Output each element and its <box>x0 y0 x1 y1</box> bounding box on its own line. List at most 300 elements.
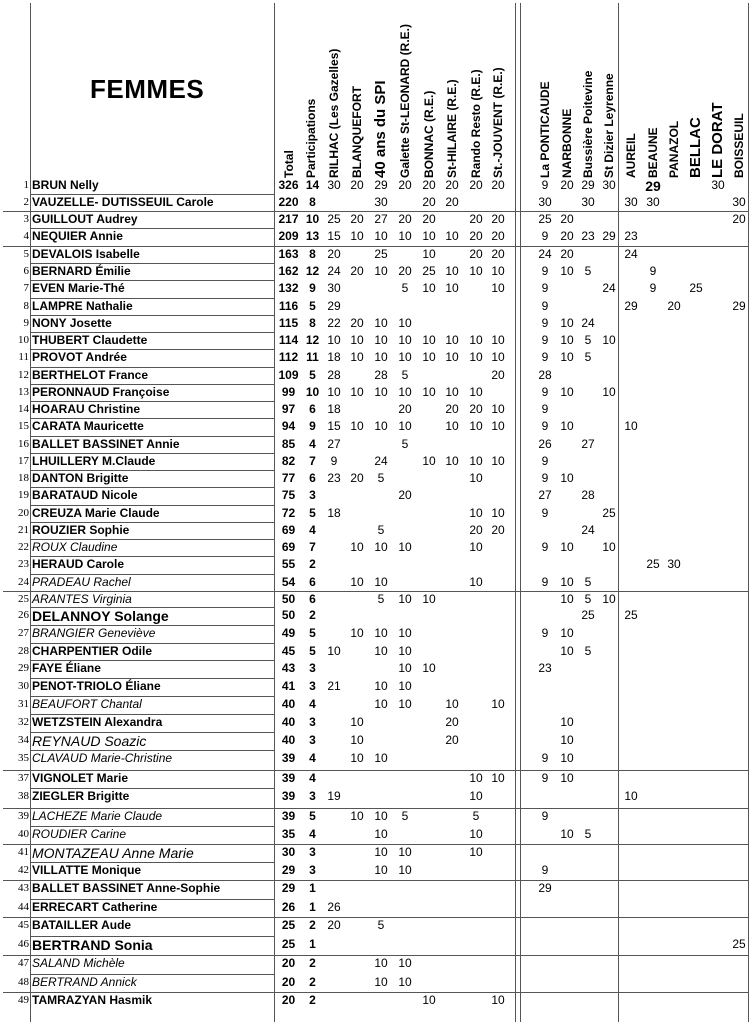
total-points: 326 <box>278 178 299 192</box>
participation-count: 7 <box>309 540 316 554</box>
runner-name: CREUZA Marie Claude <box>32 506 160 520</box>
score-rilhac: 27 <box>327 437 341 451</box>
header-rilhac: RILHAC (Les Gazelles) <box>327 48 341 178</box>
score-narbonne: 10 <box>560 751 574 765</box>
score-ponticaude: 9 <box>541 299 549 313</box>
runner-name: ROUZIER Sophie <box>32 523 130 537</box>
row-number: 5 <box>23 248 29 260</box>
score-sthilaire: 10 <box>445 281 459 295</box>
score-ponticaude: 9 <box>541 419 549 433</box>
participation-count: 12 <box>305 333 320 347</box>
participation-count: 3 <box>309 679 316 693</box>
runner-name: BERTRAND Annick <box>32 975 137 989</box>
total-points: 112 <box>278 350 299 364</box>
participation-count: 8 <box>309 195 316 209</box>
score-sthilaire: 10 <box>445 419 459 433</box>
participation-count: 2 <box>309 608 316 622</box>
score-bussiere: 5 <box>584 264 592 278</box>
score-spi: 10 <box>374 956 388 970</box>
score-galette: 5 <box>401 809 409 823</box>
divider-re <box>515 3 516 1022</box>
score-boisseuil: 30 <box>732 195 746 209</box>
runner-name: ROUDIER Carine <box>32 827 127 841</box>
runner-name: PROVOT Andrée <box>32 350 127 364</box>
score-ponticaude: 9 <box>541 506 549 520</box>
row-number: 45 <box>18 919 29 931</box>
score-spi: 5 <box>377 523 385 537</box>
score-blanquefort: 20 <box>350 212 364 226</box>
total-points: 162 <box>278 264 299 278</box>
total-points: 69 <box>281 540 296 554</box>
score-stjouvent: 20 <box>491 178 505 192</box>
score-rilhac: 30 <box>327 178 341 192</box>
participation-count: 5 <box>309 644 316 658</box>
score-galette: 5 <box>401 368 409 382</box>
row-number: 34 <box>18 734 29 746</box>
score-bonnac: 10 <box>422 350 436 364</box>
score-sthilaire: 20 <box>445 195 459 209</box>
participation-count: 2 <box>309 918 316 932</box>
score-rando: 20 <box>469 229 483 243</box>
header-stjouvent: St.-JOUVENT (R.E.) <box>491 67 505 178</box>
score-rilhac: 15 <box>327 419 341 433</box>
participation-count: 5 <box>309 299 316 313</box>
participation-count: 3 <box>309 733 316 747</box>
score-spi: 10 <box>374 385 388 399</box>
score-bussiere: 5 <box>584 350 592 364</box>
row-number: 14 <box>18 403 29 415</box>
score-narbonne: 10 <box>560 350 574 364</box>
score-bussiere: 24 <box>581 523 595 537</box>
score-sthilaire: 20 <box>445 402 459 416</box>
total-points: 39 <box>281 771 296 785</box>
row-number: 44 <box>18 901 29 913</box>
score-rando: 20 <box>469 178 483 192</box>
score-blanquefort: 10 <box>350 626 364 640</box>
score-blanquefort: 10 <box>350 751 364 765</box>
score-ponticaude: 9 <box>541 626 549 640</box>
total-points: 114 <box>278 333 299 347</box>
runner-name: LACHEZE Marie Claude <box>32 809 163 823</box>
participation-count: 4 <box>309 437 316 451</box>
score-stjouvent: 10 <box>491 402 505 416</box>
score-spi: 10 <box>374 316 388 330</box>
score-bussiere: 5 <box>584 333 592 347</box>
score-spi: 24 <box>374 454 388 468</box>
score-rilhac: 23 <box>327 471 341 485</box>
score-narbonne: 10 <box>560 385 574 399</box>
runner-name: BRANGIER Geneviève <box>32 626 156 640</box>
score-beaune: 25 <box>646 557 660 571</box>
score-galette: 20 <box>398 178 412 192</box>
score-blanquefort: 20 <box>350 178 364 192</box>
score-ponticaude: 9 <box>541 454 549 468</box>
score-spi: 10 <box>374 845 388 859</box>
score-bonnac: 10 <box>422 281 436 295</box>
score-rando: 10 <box>469 333 483 347</box>
score-spi: 10 <box>374 679 388 693</box>
runner-name: GUILLOUT Audrey <box>32 212 138 226</box>
participation-count: 9 <box>309 281 316 295</box>
score-spi: 10 <box>374 697 388 711</box>
total-points: 82 <box>281 454 296 468</box>
participation-count: 3 <box>309 661 316 675</box>
runner-name: CHARPENTIER Odile <box>32 644 153 658</box>
score-galette: 10 <box>398 229 412 243</box>
score-bonnac: 20 <box>422 178 436 192</box>
score-sthilaire: 10 <box>445 385 459 399</box>
header-boisseuil: BOISSEUIL <box>732 113 746 178</box>
participation-count: 2 <box>309 993 316 1007</box>
runner-name: BALLET BASSINET Anne-Sophie <box>32 881 221 895</box>
total-points: 163 <box>278 247 299 261</box>
score-bussiere: 25 <box>581 608 595 622</box>
score-blanquefort: 10 <box>350 350 364 364</box>
participation-count: 3 <box>309 789 316 803</box>
sheet-title: FEMMES <box>90 74 205 104</box>
header-bussiere: Bussière Poitevine <box>581 70 595 178</box>
row-number: 15 <box>18 420 29 432</box>
total-points: 40 <box>281 715 296 729</box>
score-beaune: 9 <box>649 264 657 278</box>
row-number: 37 <box>18 772 29 784</box>
participation-count: 5 <box>309 506 316 520</box>
row-number: 26 <box>18 609 29 621</box>
total-points: 20 <box>281 956 296 970</box>
row-number: 7 <box>23 282 29 294</box>
score-galette: 20 <box>398 402 412 416</box>
score-sthilaire: 10 <box>445 350 459 364</box>
score-spi: 10 <box>374 350 388 364</box>
total-points: 69 <box>281 523 296 537</box>
score-bonnac: 20 <box>422 195 436 209</box>
score-galette: 10 <box>398 679 412 693</box>
score-rilhac: 10 <box>327 333 341 347</box>
total-points: 50 <box>281 592 296 606</box>
total-points: 109 <box>278 368 299 382</box>
score-galette: 10 <box>398 863 412 877</box>
score-ponticaude: 9 <box>541 471 549 485</box>
score-ponticaude: 28 <box>538 368 552 382</box>
score-rilhac: 21 <box>327 679 341 693</box>
score-rilhac: 10 <box>327 385 341 399</box>
row-number: 29 <box>18 662 29 674</box>
score-galette: 10 <box>398 385 412 399</box>
score-galette: 10 <box>398 592 412 606</box>
score-bonnac: 10 <box>422 247 436 261</box>
header-beaune: BEAUNE <box>646 127 660 178</box>
runner-name: BARATAUD Nicole <box>32 488 138 502</box>
participation-count: 10 <box>305 212 320 226</box>
participation-count: 8 <box>309 316 316 330</box>
score-aureil: 30 <box>624 195 638 209</box>
score-galette: 10 <box>398 956 412 970</box>
header-narbonne: NARBONNE <box>560 108 574 178</box>
score-stdizier: 10 <box>602 385 616 399</box>
score-bonnac: 20 <box>422 212 436 226</box>
header-blanquefort: BLANQUEFORT <box>350 86 364 178</box>
score-bonnac: 10 <box>422 993 436 1007</box>
divider-re-2 <box>520 3 521 1022</box>
participation-count: 2 <box>309 975 316 989</box>
header-aureil: AUREIL <box>624 133 638 178</box>
score-galette: 10 <box>398 661 412 675</box>
score-spi: 5 <box>377 592 385 606</box>
score-rilhac: 18 <box>327 350 341 364</box>
row-number: 17 <box>18 455 29 467</box>
total-points: 20 <box>281 993 296 1007</box>
score-aureil: 10 <box>624 789 638 803</box>
score-rilhac: 30 <box>327 281 341 295</box>
runner-name: VIGNOLET Marie <box>32 771 129 785</box>
score-sthilaire: 20 <box>445 715 459 729</box>
score-spi: 10 <box>374 751 388 765</box>
score-stjouvent: 20 <box>491 229 505 243</box>
score-bussiere: 24 <box>581 316 595 330</box>
score-blanquefort: 10 <box>350 715 364 729</box>
score-narbonne: 10 <box>560 575 574 589</box>
total-points: 29 <box>281 863 296 877</box>
score-spi: 10 <box>374 827 388 841</box>
row-number: 3 <box>23 213 29 225</box>
row-number: 43 <box>18 882 29 894</box>
score-rilhac: 24 <box>327 264 341 278</box>
runner-name: BERNARD Émilie <box>32 264 131 278</box>
score-blanquefort: 10 <box>350 419 364 433</box>
score-rilhac: 9 <box>330 454 338 468</box>
score-stjouvent: 20 <box>491 523 505 537</box>
runner-name: VILLATTE Monique <box>32 863 142 877</box>
score-galette: 20 <box>398 488 412 502</box>
row-number: 35 <box>18 752 29 764</box>
participation-count: 3 <box>309 845 316 859</box>
runner-name: HERAUD Carole <box>32 557 125 571</box>
total-points: 39 <box>281 789 296 803</box>
score-sthilaire: 10 <box>445 264 459 278</box>
row-number: 38 <box>18 790 29 802</box>
runner-name: ROUX Claudine <box>32 540 118 554</box>
score-sthilaire: 10 <box>445 697 459 711</box>
participation-count: 3 <box>309 863 316 877</box>
score-spi: 10 <box>374 264 388 278</box>
runner-name: CARATA Mauricette <box>32 419 144 433</box>
score-rando: 10 <box>469 419 483 433</box>
score-bussiere: 30 <box>581 195 595 209</box>
score-spi: 10 <box>374 575 388 589</box>
score-ponticaude: 29 <box>538 881 552 895</box>
score-narbonne: 20 <box>560 178 574 192</box>
score-blanquefort: 10 <box>350 575 364 589</box>
score-stjouvent: 10 <box>491 281 505 295</box>
score-blanquefort: 10 <box>350 333 364 347</box>
score-narbonne: 10 <box>560 471 574 485</box>
score-ponticaude: 9 <box>541 281 549 295</box>
row-number: 12 <box>18 369 29 381</box>
score-beaune: 29 <box>645 178 661 194</box>
runner-name: BERTHELOT France <box>32 368 149 382</box>
runner-name: SALAND Michèle <box>32 956 125 970</box>
header-galette: Galette St-LEONARD (R.E.) <box>398 23 412 178</box>
score-ponticaude: 9 <box>541 771 549 785</box>
score-rilhac: 19 <box>327 789 341 803</box>
score-blanquefort: 20 <box>350 264 364 278</box>
score-aureil: 24 <box>624 247 638 261</box>
score-narbonne: 20 <box>560 247 574 261</box>
row-number: 21 <box>18 524 29 536</box>
score-stjouvent: 10 <box>491 771 505 785</box>
score-ponticaude: 9 <box>541 575 549 589</box>
runner-name: PERONNAUD Françoise <box>32 385 170 399</box>
score-rando: 10 <box>469 506 483 520</box>
runner-name: NONY Josette <box>32 316 112 330</box>
score-stjouvent: 20 <box>491 212 505 226</box>
score-spi: 10 <box>374 626 388 640</box>
score-blanquefort: 10 <box>350 229 364 243</box>
total-points: 43 <box>281 661 296 675</box>
total-points: 49 <box>281 626 296 640</box>
score-sthilaire: 20 <box>445 178 459 192</box>
row-number: 6 <box>23 265 29 277</box>
score-bonnac: 25 <box>422 264 436 278</box>
score-spi: 5 <box>377 471 385 485</box>
score-narbonne: 10 <box>560 827 574 841</box>
score-galette: 5 <box>401 437 409 451</box>
score-stjouvent: 10 <box>491 454 505 468</box>
score-ponticaude: 9 <box>541 178 549 192</box>
row-number: 25 <box>18 593 29 605</box>
score-narbonne: 20 <box>560 212 574 226</box>
participation-count: 3 <box>309 715 316 729</box>
score-bussiere: 5 <box>584 575 592 589</box>
score-narbonne: 20 <box>560 229 574 243</box>
total-points: 54 <box>281 575 296 589</box>
left-rule <box>30 3 31 1022</box>
score-rando: 10 <box>469 350 483 364</box>
score-rando: 20 <box>469 212 483 226</box>
score-stjouvent: 10 <box>491 419 505 433</box>
score-rilhac: 15 <box>327 229 341 243</box>
score-spi: 10 <box>374 644 388 658</box>
score-spi: 28 <box>374 368 388 382</box>
score-stdizier: 29 <box>602 229 616 243</box>
score-galette: 10 <box>398 644 412 658</box>
score-bussiere: 27 <box>581 437 595 451</box>
score-ponticaude: 9 <box>541 385 549 399</box>
row-number: 11 <box>18 351 29 363</box>
runner-name: ZIEGLER Brigitte <box>32 789 130 803</box>
runner-name: FAYE Éliane <box>32 661 101 675</box>
participation-count: 13 <box>305 229 320 243</box>
runner-name: WETZSTEIN Alexandra <box>32 715 163 729</box>
score-rilhac: 18 <box>327 402 341 416</box>
header-bonnac: BONNAC (R.E.) <box>422 90 436 178</box>
score-narbonne: 10 <box>560 626 574 640</box>
score-panazol: 30 <box>667 557 681 571</box>
header-ponticaude: La PONTICAUDE <box>538 81 552 178</box>
participation-count: 4 <box>309 771 316 785</box>
runner-name: DELANNOY Solange <box>32 608 169 624</box>
participation-count: 1 <box>309 881 316 895</box>
total-points: 29 <box>281 881 296 895</box>
total-points: 94 <box>281 419 296 433</box>
row-number: 16 <box>18 438 29 450</box>
score-stjouvent: 10 <box>491 506 505 520</box>
score-spi: 10 <box>374 863 388 877</box>
row-number: 32 <box>18 716 29 728</box>
score-aureil: 25 <box>624 608 638 622</box>
row-number: 31 <box>18 698 29 710</box>
row-number: 10 <box>18 334 29 346</box>
score-rando: 10 <box>469 789 483 803</box>
row-number: 48 <box>18 976 29 988</box>
score-beaune: 30 <box>646 195 660 209</box>
score-narbonne: 10 <box>560 540 574 554</box>
total-rule <box>274 3 275 1022</box>
row-number: 2 <box>23 196 29 208</box>
score-rando: 10 <box>469 471 483 485</box>
total-points: 40 <box>281 733 296 747</box>
score-aureil: 10 <box>624 419 638 433</box>
score-galette: 10 <box>398 845 412 859</box>
score-bussiere: 5 <box>584 827 592 841</box>
total-points: 220 <box>278 195 299 209</box>
score-stjouvent: 20 <box>491 368 505 382</box>
total-points: 115 <box>278 316 299 330</box>
score-spi: 25 <box>374 247 388 261</box>
participation-count: 6 <box>309 471 316 485</box>
participation-count: 12 <box>305 264 320 278</box>
score-narbonne: 10 <box>560 316 574 330</box>
runner-name: HOARAU Christine <box>32 402 141 416</box>
participation-count: 11 <box>306 350 319 364</box>
total-points: 72 <box>281 506 296 520</box>
participation-count: 6 <box>309 575 316 589</box>
score-stdizier: 24 <box>602 281 616 295</box>
row-number: 24 <box>18 576 29 588</box>
score-spi: 30 <box>374 195 388 209</box>
score-bussiere: 5 <box>584 644 592 658</box>
score-narbonne: 10 <box>560 419 574 433</box>
total-points: 77 <box>281 471 296 485</box>
row-number: 39 <box>18 810 29 822</box>
total-points: 35 <box>281 827 296 841</box>
score-ponticaude: 9 <box>541 809 549 823</box>
participation-count: 2 <box>309 557 316 571</box>
row-number: 18 <box>18 472 29 484</box>
score-ponticaude: 27 <box>538 488 552 502</box>
score-rilhac: 20 <box>327 247 341 261</box>
total-points: 97 <box>281 402 296 416</box>
score-galette: 20 <box>398 212 412 226</box>
participation-count: 9 <box>309 419 316 433</box>
score-rilhac: 18 <box>327 506 341 520</box>
score-blanquefort: 10 <box>350 733 364 747</box>
score-ponticaude: 9 <box>541 540 549 554</box>
participation-count: 1 <box>309 937 316 951</box>
participation-count: 4 <box>309 827 316 841</box>
total-points: 217 <box>278 212 299 226</box>
row-number: 30 <box>18 680 29 692</box>
score-sthilaire: 10 <box>445 454 459 468</box>
score-rilhac: 26 <box>327 900 341 914</box>
score-boisseuil: 20 <box>732 212 746 226</box>
score-rando: 20 <box>469 523 483 537</box>
score-stjouvent: 10 <box>491 993 505 1007</box>
runner-name: ARANTES Virginia <box>32 592 132 606</box>
score-bussiere: 5 <box>584 592 592 606</box>
score-rando: 10 <box>469 827 483 841</box>
row-number: 28 <box>18 645 29 657</box>
